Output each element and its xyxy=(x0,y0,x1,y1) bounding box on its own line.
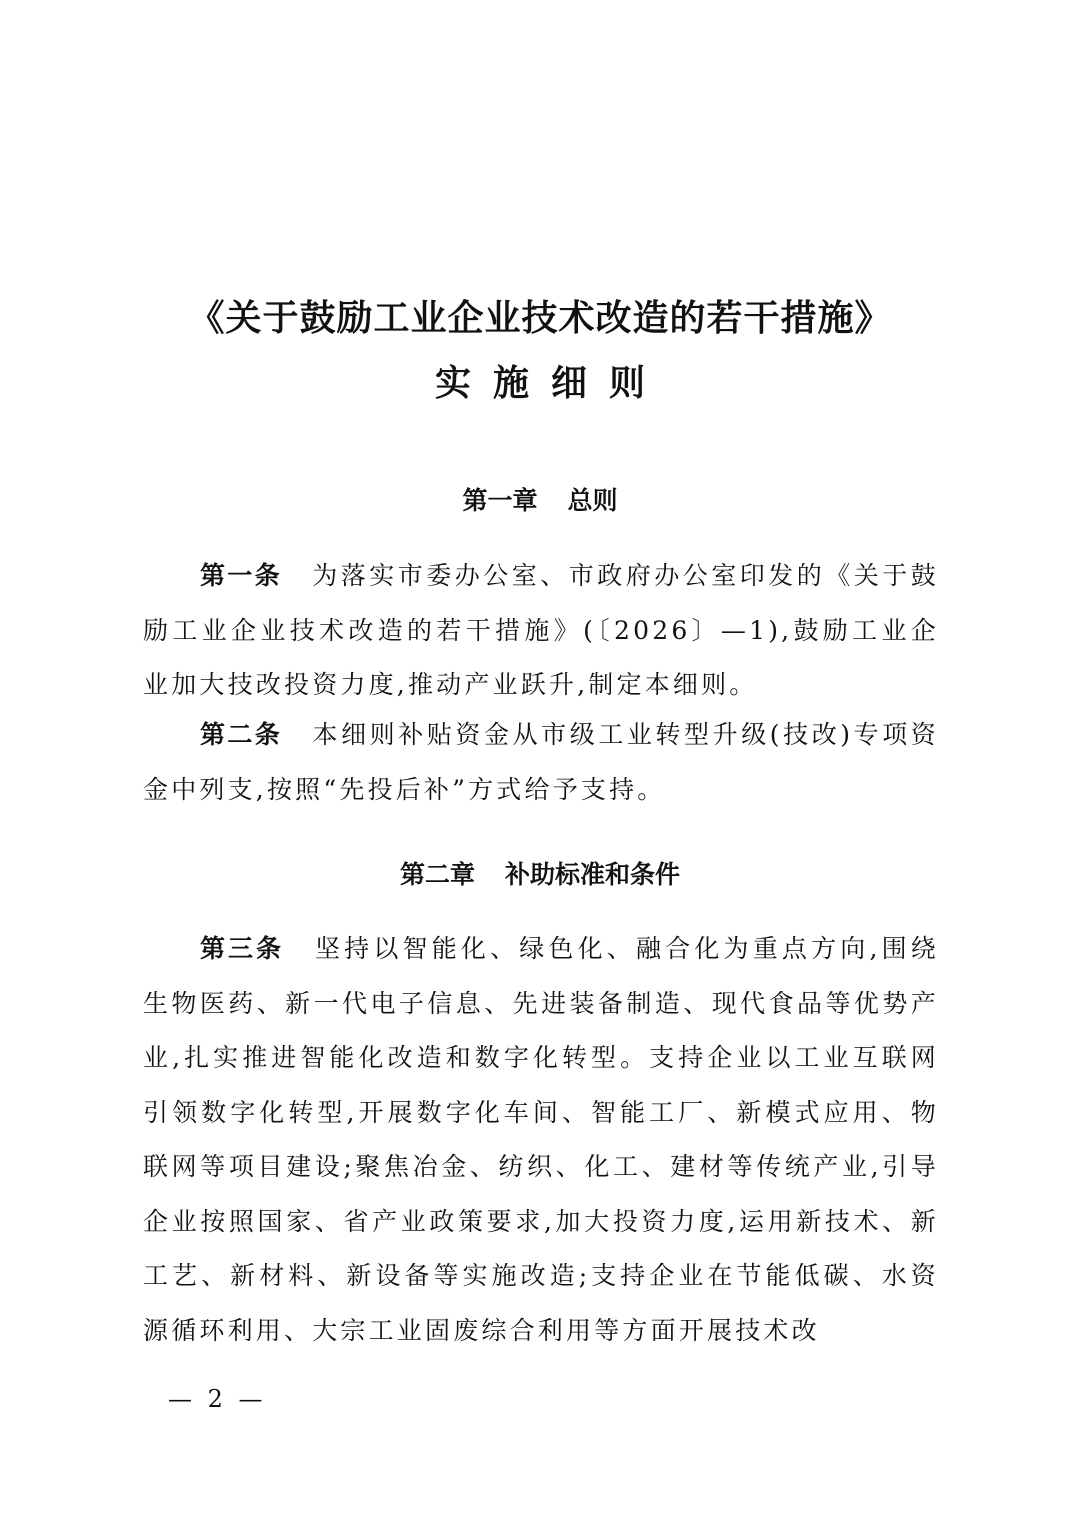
document-subtitle: 实施细则 xyxy=(434,362,667,404)
article-text: 本细则补贴资金从市级工业转型升级(技改)专项资金中列支,按照“先投后补”方式给予支持。 xyxy=(143,720,939,804)
document-title: 《关于鼓励工业企业技术改造的若干措施》 xyxy=(188,297,892,339)
chapter-number: 第二章 xyxy=(399,860,475,889)
article-text: 为落实市委办公室、市政府办公室印发的《关于鼓励工业企业技术改造的若干措施》(〔2026〕—1),鼓励工业企业加大技改投资力度,推动产业跃升,制定本细则。 xyxy=(143,561,939,699)
article-label: 第三条 xyxy=(200,934,284,963)
article-label: 第一条 xyxy=(200,561,282,590)
chapter-number: 第一章 xyxy=(462,486,538,515)
article-text: 坚持以智能化、绿色化、融合化为重点方向,围绕生物医药、新一代电子信息、先进装备制造、现代食品等优势产业,扎实推进智能化改造和数字化转型。支持企业以工业互联网引领数字化转型,开展数字化车间、智能工厂、新模式应用、物联网等项目建设;聚焦冶金、纺织、化工、建材等传统产业,引导企业按照国家、省产业政策要求,加大投资力度,运用新技术、新工艺、新材料、新设备等实施改造;支持企业在节能低碳、水资源循环利用、大宗工业固废综合利用等方面开展技术改 xyxy=(143,934,939,1345)
chapter-name: 补助标准和条件 xyxy=(505,860,681,889)
article-label: 第二条 xyxy=(200,720,283,749)
page-number: — 2 — xyxy=(168,1385,267,1413)
article-paragraph xyxy=(143,708,939,817)
chapter-heading xyxy=(0,481,1080,517)
chapter-heading xyxy=(0,855,1080,891)
article-paragraph xyxy=(143,549,939,713)
chapter-name: 总则 xyxy=(567,486,618,515)
article-paragraph xyxy=(143,922,939,1358)
